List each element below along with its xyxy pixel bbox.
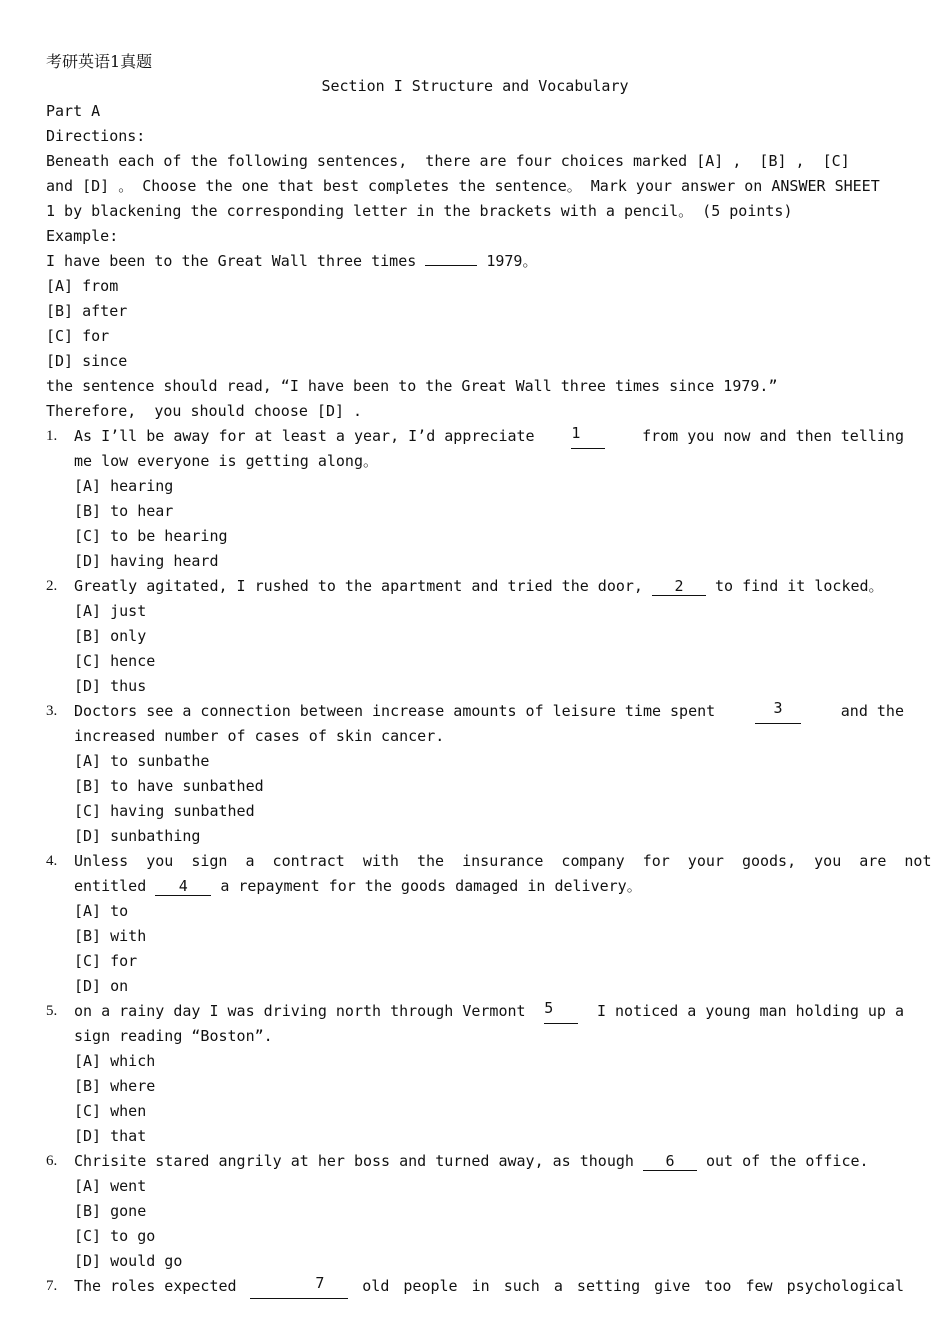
part-label: Part A	[46, 102, 101, 120]
question-6-option-c: [C] to go	[74, 1227, 156, 1245]
question-1-text-end: from you now and then telling	[642, 427, 904, 445]
question-2-text-end: to find it locked。	[715, 577, 884, 595]
question-5-option-c: [C] when	[74, 1102, 147, 1120]
directions-line-2: and [D] 。 Choose the one that best completes the sentence。 Mark your answer on ANSWER SHEET	[46, 177, 880, 195]
example-option-b: [B] after	[46, 302, 128, 320]
question-5-number: 5.	[46, 1003, 58, 1019]
question-3-option-b: [B] to have sunbathed	[74, 777, 264, 795]
question-6-text-end: out of the office.	[705, 1152, 869, 1170]
example-sentence-end: 1979。	[477, 252, 538, 270]
question-3-text-end: and the	[840, 702, 904, 720]
question-1-line-2: me low everyone is getting along。	[74, 452, 378, 470]
question-4-line-2	[74, 874, 642, 899]
question-2-option-d: [D] thus	[74, 677, 147, 695]
question-1-option-d: [D] having heard	[74, 552, 219, 570]
question-3-text-start: Doctors see a connection between increase amounts of leisure time spent	[74, 702, 716, 720]
question-5-line-1	[74, 999, 904, 1024]
question-7-number: 7.	[46, 1278, 58, 1294]
question-6-line-1	[74, 1149, 904, 1174]
question-1-blank: 1	[571, 424, 605, 449]
question-3-number: 3.	[46, 703, 58, 719]
example-blank	[425, 265, 477, 266]
question-4-option-a: [A] to	[74, 902, 129, 920]
question-6-option-b: [B] gone	[74, 1202, 147, 1220]
question-4-number: 4.	[46, 853, 58, 869]
directions-line-3: 1 by blackening the corresponding letter in the brackets with a pencil。 (5 points)	[46, 202, 793, 220]
question-7-line-1	[74, 1274, 904, 1299]
question-7-text-start: The roles expected	[74, 1277, 237, 1295]
question-4-text-end: a repayment for the goods damaged in delivery。	[220, 877, 642, 895]
question-2-blank: 2	[652, 577, 706, 596]
document-title: 考研英语1真题	[46, 52, 153, 71]
question-3-option-c: [C] having sunbathed	[74, 802, 255, 820]
question-6-blank: 6	[643, 1152, 697, 1171]
question-3-option-a: [A] to sunbathe	[74, 752, 210, 770]
question-5-option-d: [D] that	[74, 1127, 147, 1145]
question-3-blank: 3	[755, 699, 801, 724]
question-2-line-1	[74, 574, 904, 599]
directions-label: Directions:	[46, 127, 146, 145]
question-2-number: 2.	[46, 578, 58, 594]
question-1-text-start: As I’ll be away for at least a year, I’d appreciate	[74, 427, 535, 445]
example-conclusion: Therefore, you should choose [D] .	[46, 402, 363, 420]
question-4-option-c: [C] for	[74, 952, 138, 970]
question-5-option-a: [A] which	[74, 1052, 156, 1070]
question-1-option-a: [A] hearing	[74, 477, 174, 495]
example-option-d: [D] since	[46, 352, 128, 370]
question-5-line-2: sign reading “Boston”.	[74, 1027, 273, 1045]
question-3-line-1	[74, 699, 904, 724]
question-2-text-start: Greatly agitated, I rushed to the apartment and tried the door,	[74, 577, 643, 595]
question-2-option-a: [A] just	[74, 602, 147, 620]
question-7-blank: 7	[250, 1274, 348, 1299]
question-4-blank: 4	[155, 877, 211, 896]
question-5-text-start: on a rainy day I was driving north through Vermont	[74, 1002, 526, 1020]
example-explanation: the sentence should read, “I have been to the Great Wall three times since 1979.”	[46, 377, 778, 395]
question-5-text-end: I noticed a young man holding up a	[596, 1002, 904, 1020]
question-6-option-a: [A] went	[74, 1177, 147, 1195]
question-6-number: 6.	[46, 1153, 58, 1169]
question-6-text-start: Chrisite stared angrily at her boss and turned away, as though	[74, 1152, 634, 1170]
question-7-text-end: old people in such a setting give too few psychological	[362, 1277, 904, 1295]
question-3-option-d: [D] sunbathing	[74, 827, 201, 845]
example-option-c: [C] for	[46, 327, 110, 345]
example-sentence-start: I have been to the Great Wall three times	[46, 252, 426, 270]
question-4-line-1: Unless you sign a contract with the insurance company for your goods, you are not	[74, 852, 932, 870]
question-1-option-c: [C] to be hearing	[74, 527, 228, 545]
example-sentence	[46, 249, 537, 274]
question-6-option-d: [D] would go	[74, 1252, 183, 1270]
example-option-a: [A] from	[46, 277, 119, 295]
question-2-option-b: [B] only	[74, 627, 147, 645]
question-2-option-c: [C] hence	[74, 652, 156, 670]
directions-line-1: Beneath each of the following sentences, there are four choices marked [A] , [B] , [C]	[46, 152, 850, 170]
section-title: Section I Structure and Vocabulary	[321, 77, 629, 95]
question-5-option-b: [B] where	[74, 1077, 156, 1095]
question-5-blank: 5	[544, 999, 578, 1024]
question-4-option-b: [B] with	[74, 927, 147, 945]
question-4-text-start: entitled	[74, 877, 147, 895]
example-label: Example:	[46, 227, 119, 245]
question-1-option-b: [B] to hear	[74, 502, 174, 520]
question-1-line-1	[74, 424, 904, 449]
question-3-line-2: increased number of cases of skin cancer.	[74, 727, 445, 745]
question-1-number: 1.	[46, 428, 58, 444]
question-4-option-d: [D] on	[74, 977, 129, 995]
